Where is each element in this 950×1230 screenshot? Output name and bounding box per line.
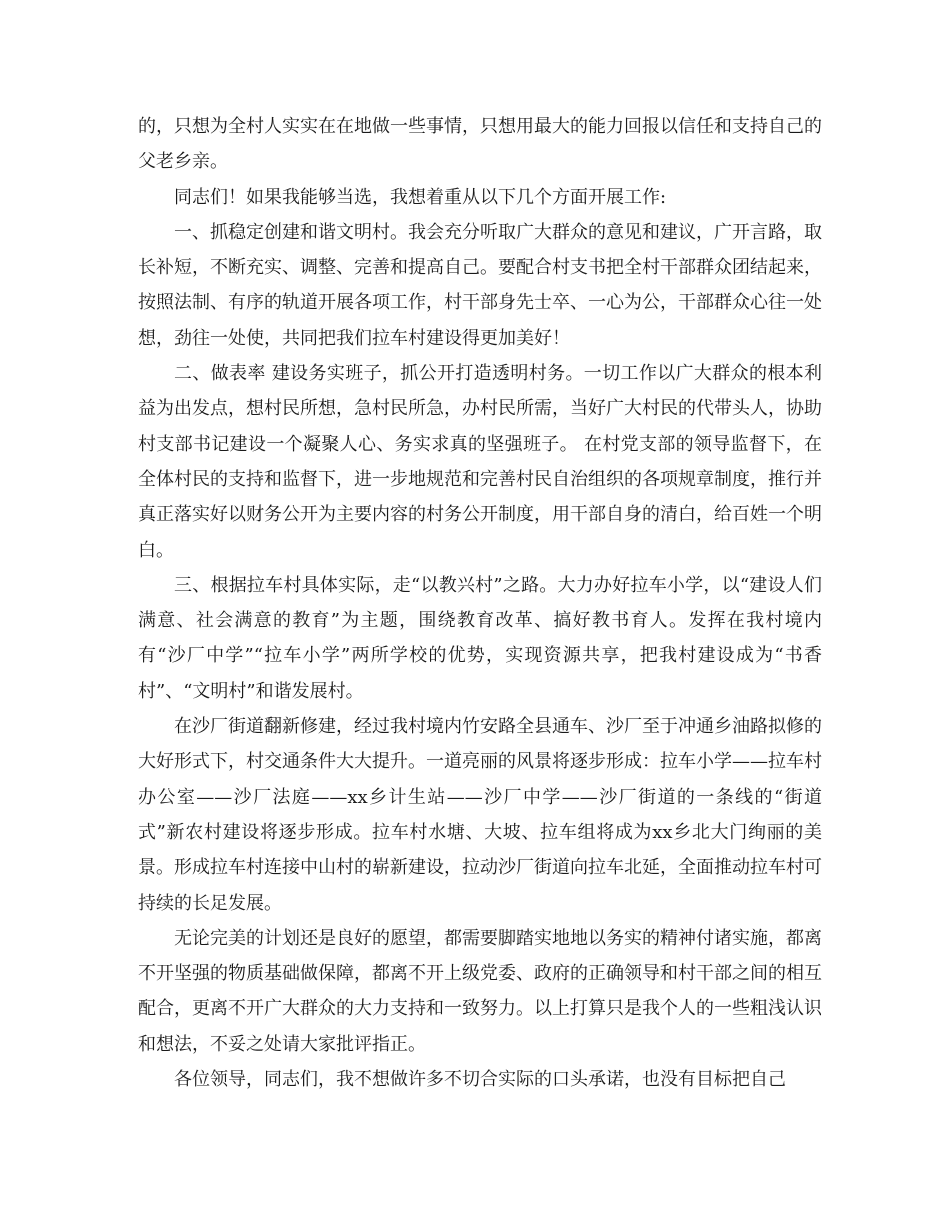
paragraph-intro: 同志们！如果我能够当选，我想着重从以下几个方面开展工作:	[174, 186, 667, 208]
paragraph-point-one: 一、抓稳定创建和谐文明村。我会充分听取广大群众的意见和建议，广开言路，取长补短，不断充实、调整、完善和提高自己。要配合村支书把全村干部群众团结起来，按照法制、有序的轨道开展各项工作，村干部身先士卒、一心为公，干部群众心往一处想，劲往一处使，共同把我们拉车村建设得更加美好！	[138, 221, 822, 349]
paragraph-point-three: 三、根据拉车村具体实际，走“以教兴村”之路。大力办好拉车小学，以“建设人们满意、社会满意的教育”为主题，围绕教育改革、搞好教书育人。发挥在我村境内有“沙厂中学”“拉车小学”两所学校的优势，实现资源共享，把我村建设成为“书香村”、“文明村”和谐发展村。	[138, 574, 822, 702]
paragraph-transport: 在沙厂街道翻新修建，经过我村境内竹安路全县通车、沙厂至于冲通乡油路拟修的大好形式下，村交通条件大大提升。一道亮丽的风景将逐步形成：拉车小学——拉车村办公室——沙厂法庭——xx乡计生站——沙厂中学——沙厂街道的一条线的“街道式”新农村建设将逐步形成。拉车村水塘、大坡、拉车组将成为xx乡北大门绚丽的美景。形成拉车村连接中山村的崭新建设，拉动沙厂街道向拉车北延，全面推动拉车村可持续的长足发展。	[138, 716, 822, 914]
paragraph-closing: 各位领导，同志们，我不想做许多不切合实际的口头承诺，也没有目标把自己	[174, 1069, 786, 1091]
paragraph-continuation: 的，只想为全村人实实在在地做一些事情，只想用最大的能力回报以信任和支持自己的父老乡亲。	[138, 116, 822, 173]
paragraph-summary: 无论完美的计划还是良好的愿望，都需要脚踏实地地以务实的精神付诸实施，都离不开坚强的物质基础做保障，都离不开上级党委、政府的正确领导和村干部之间的相互配合，更离不开广大群众的大力支持和一致努力。以上打算只是我个人的一些粗浅认识和想法，不妥之处请大家批评指正。	[138, 927, 822, 1055]
document-body	[138, 109, 822, 1097]
paragraph-point-two: 二、做表率 建设务实班子，抓公开打造透明村务。一切工作以广大群众的根本利益为出发点，想村民所想，急村民所急，办村民所需，当好广大村民的代带头人，协助村支部书记建设一个凝聚人心、务实求真的坚强班子。 在村党支部的领导监督下，在全体村民的支持和监督下，进一步地规范和完善村民自治组织的各项规章制度，推行并真正落实好以财务公开为主要内容的村务公开制度，用干部自身的清白，给百姓一个明白。	[138, 363, 822, 561]
